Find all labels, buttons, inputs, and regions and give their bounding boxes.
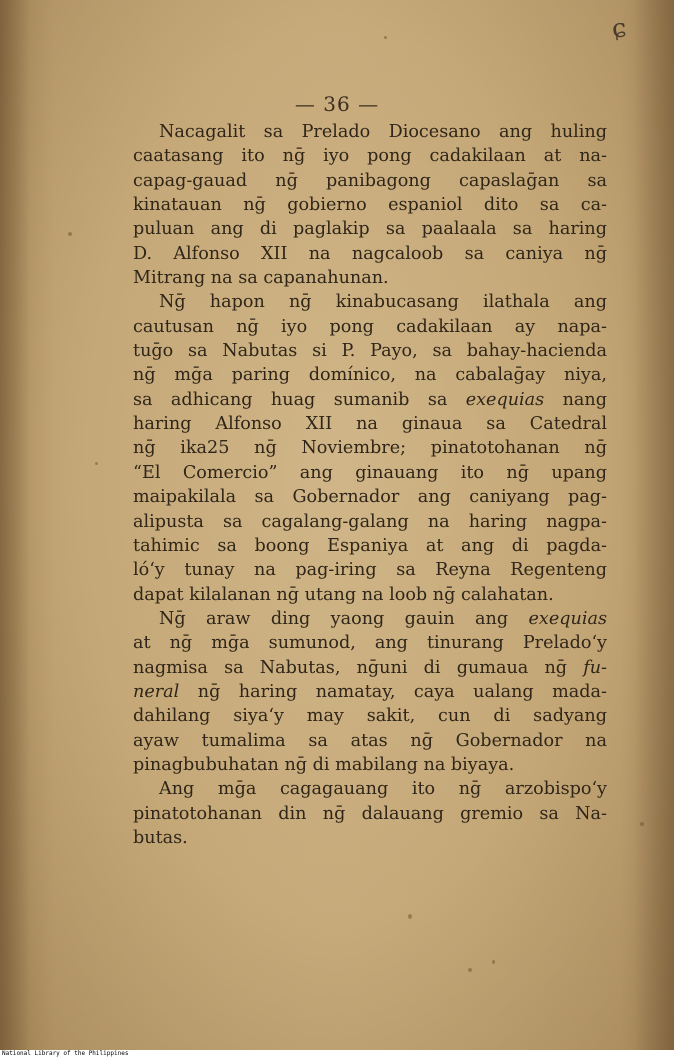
text-line: nḡ ika25 nḡ Noviembre; pinatotohanan nḡ — [133, 438, 607, 459]
text-line: butas. — [133, 827, 188, 848]
text-segment: nḡ haring namatay, caya ualang mada- — [179, 681, 607, 702]
text-line: at nḡ mḡa sumunod, ang tinurang Prelado‘y — [133, 633, 607, 654]
text-line: nḡ mḡa paring domínico, na cabalaḡay niya, — [133, 365, 607, 386]
body-text — [133, 120, 607, 850]
text-line — [133, 656, 607, 680]
italic-term: fu- — [583, 657, 607, 678]
text-line: ayaw tumalima sa atas nḡ Gobernador na — [133, 730, 607, 751]
text-line: pinagbubuhatan nḡ di mabilang na biyaya. — [133, 754, 515, 775]
text-line: kinatauan nḡ gobierno espaniol dito sa ca- — [133, 195, 607, 216]
text-line: Nacagalit sa Prelado Diocesano ang huling — [159, 122, 607, 142]
text-line: haring Alfonso XII na ginaua sa Catedral — [133, 414, 607, 435]
foxing-spot — [468, 968, 472, 972]
footer-credit: National Library of the Philippines — [2, 1050, 129, 1057]
text-line: Nḡ hapon nḡ kinabucasang ilathala ang — [159, 292, 607, 313]
text-line: Ang mḡa cagagauang ito nḡ arzobispo‘y — [159, 779, 607, 800]
text-line — [133, 607, 607, 631]
handwritten-corner-mark: ɕ — [609, 13, 629, 45]
foxing-spot — [384, 36, 387, 39]
text-line: puluan ang di paglakip sa paalaala sa haring — [133, 219, 607, 240]
text-line: cautusan nḡ iyo pong cadakilaan ay napa- — [133, 316, 607, 337]
text-line: caatasang ito nḡ iyo pong cadakilaan at na- — [133, 146, 607, 167]
foxing-spot — [95, 462, 98, 465]
text-line — [133, 680, 607, 704]
text-line: Mitrang na sa capanahunan. — [133, 268, 389, 289]
footer-strip — [0, 1050, 674, 1058]
foxing-spot — [640, 822, 644, 826]
foxing-spot — [408, 914, 412, 919]
text-segment: sa adhicang huag sumanib sa — [133, 389, 466, 410]
text-line: capag-gauad nḡ panibagong capaslaḡan sa — [133, 170, 607, 191]
text-line — [133, 388, 607, 412]
text-line: “El Comercio” ang ginauang ito nḡ upang — [133, 462, 607, 483]
text-line: D. Alfonso XII na nagcaloob sa caniya nḡ — [133, 243, 607, 264]
italic-term: exequias — [465, 389, 545, 410]
page-number: — 36 — — [294, 92, 380, 116]
text-line: maipakilala sa Gobernador ang caniyang pag- — [133, 487, 607, 508]
page-edge-shadow-right — [634, 0, 674, 1050]
text-line: alipusta sa cagalang-galang na haring nagpa- — [133, 511, 607, 532]
page-edge-shadow-left — [0, 0, 30, 1050]
italic-term: neral — [133, 681, 180, 702]
foxing-spot — [492, 960, 495, 964]
text-line: pinatotohanan din nḡ dalauang gremio sa Na- — [133, 803, 607, 824]
text-line: dapat kilalanan nḡ utang na loob nḡ calahatan. — [133, 584, 554, 605]
foxing-spot — [68, 232, 72, 236]
italic-term: exequias — [528, 608, 607, 629]
text-line: ló‘y tunay na pag-iring sa Reyna Regenteng — [133, 560, 607, 581]
text-segment: nang — [544, 389, 608, 410]
text-segment: nagmisa sa Nabutas, nḡuni di gumaua nḡ — [133, 657, 584, 678]
text-line: tahimic sa boong Espaniya at ang di pagda- — [133, 535, 607, 556]
text-segment: Nḡ araw ding yaong gauin ang — [159, 608, 529, 629]
text-line: tuḡo sa Nabutas si P. Payo, sa bahay-hacienda — [133, 341, 607, 362]
text-line: dahilang siya‘y may sakit, cun di sadyang — [133, 706, 607, 727]
